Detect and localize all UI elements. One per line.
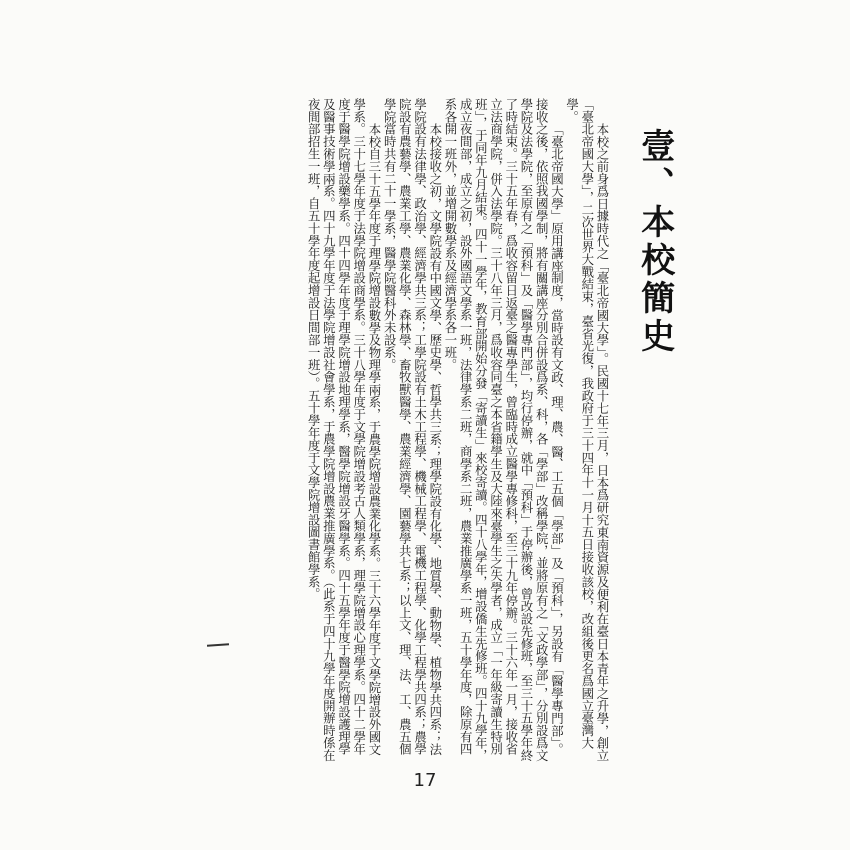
paragraph: 本校接收之初，文學院設有中國文學、歷史學、哲學共三系；理學院設有化學、地質學、動物學、植物學共四系；法學院設有法律學、政治學、經濟學共三系；工學院設有土木工程學、機械工程學、電機工程學、化學工程學共四系；農學院設有農藝學、農業工學、農業化學、森林學、畜牧獸醫學、農業經濟學、園藝學共七系；以上文、理、法、工、農五個學院當時共有二十一學系，醫學院醫科外未設系。 bbox=[382, 98, 443, 756]
paragraph: 「臺北帝國大學」原用講座制度，當時設有文政、理、農、醫、工五個「學部」及「預科」，另設有「醫學專門部」。接收之後，依照我國學制，將有關講座分別合併設爲系、科，各「學部」改稱學院，並將原有之「文政學部」，分別設爲文學院及法學院，至原有之「預科」及「醫學專門部」，均行停辦，就中「預科」于停辦後，曾改設先修班，至三十五學年終了時結束。三十五年春，爲收容留日返臺之醫專學生，曾臨時成立醫學專修科，至三十九年停辦。三十六年一月，接收省立法商學院，併入法學院。三十八年三月，爲收容同臺之本省籍學生及大陸來臺學生之失學者，成立「一年級寄讀生特別班」，于同年九月結束。四十一學年，教育部開始分發「寄讀生」來校寄讀。四十八學年，增設僑生先修班。四十九學年，成立夜間部，成立之初，設外國語文學系一班，法律學系二班，商學系二班，農業推廣學系一班，五十學年度，除原有四系各開一班外，並增開數學系及經濟學系各一班。 bbox=[442, 98, 565, 762]
paragraph: 本校自三十五學年度于理學院增設數學及物理學兩系，于農學院增設農業化學系。三十六學年度于文學院增設外國文學系。三十七學年度于法學院增設商學系。三十八學年度于文學院增設考古人類學系，理學院增設心理學系。四十二學年度于醫學院增設藥學系。四十四學年度于理學院增設地理學系，醫學院增設牙醫學系。四十五學年度于醫學院增設護理學及醫事技術學兩系。四十九學年度于法學院增設社會學系，于農學院增設農業推廣學系。（此系于四十九學年度開辦時係在夜間部招生一班，自五十學年度起增設日間部一班）。五十學年度于文學院增設圖書館學系。 bbox=[306, 98, 382, 762]
body-text bbox=[222, 98, 610, 766]
section-title: 壹、本校簡史 bbox=[634, 128, 675, 356]
paragraph: 本校之前身爲日據時代之「臺北帝國大學」。民國十七年三月，日本爲研究東南資源及便利在臺日本青年之升學，創立「臺北帝國大學」，二次世界大戰結束，臺省光復，我政府于三十四年十一月十五日接收該校，改組後更名爲國立臺灣大學。 bbox=[564, 98, 610, 762]
page-number: 17 bbox=[413, 770, 437, 791]
